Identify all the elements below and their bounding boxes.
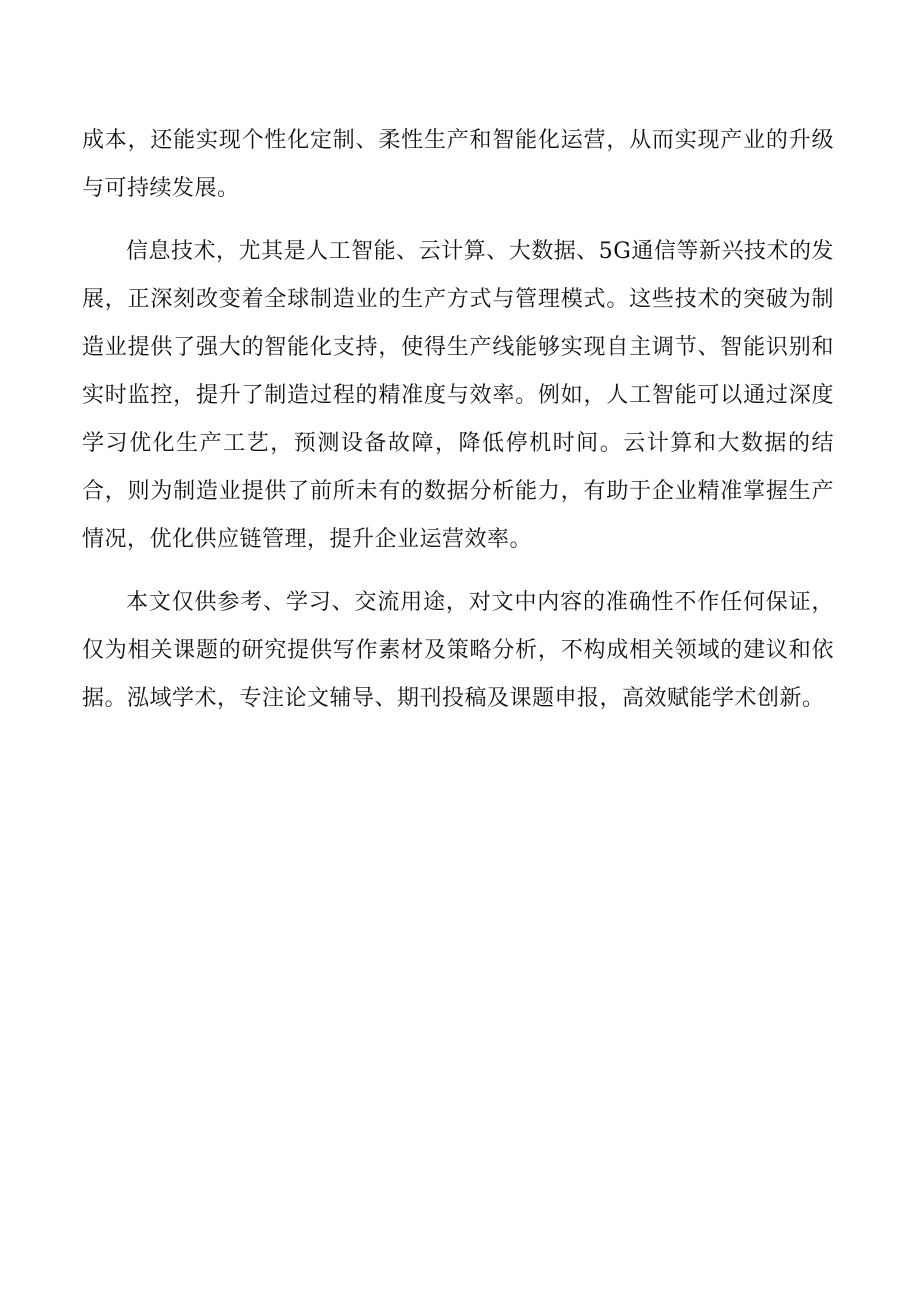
- paragraph-disclaimer: 本文仅供参考、学习、交流用途，对文中内容的准确性不作任何保证，仅为相关课题的研究提供写作素材及策略分析，不构成相关领域的建议和依据。泓域学术，专注论文辅导、期刊投稿及课题申报，高效赋能学术创新。: [82, 590, 834, 711]
- paragraph-information-technology: 信息技术，尤其是人工智能、云计算、大数据、5G通信等新兴技术的发展，正深刻改变着全球制造业的生产方式与管理模式。这些技术的突破为制造业提供了强大的智能化支持，使得生产线能够实现自主调节、智能识别和实时监控，提升了制造过程的精准度与效率。例如，人工智能可以通过深度学习优化生产工艺，预测设备故障，降低停机时间。云计算和大数据的结合，则为制造业提供了前所未有的数据分析能力，有助于企业精准掌握生产情况，优化供应链管理，提升企业运营效率。: [82, 239, 834, 552]
- document-body: [82, 117, 834, 723]
- paragraph-continuation: 成本，还能实现个性化定制、柔性生产和智能化运营，从而实现产业的升级与可持续发展。: [82, 128, 834, 201]
